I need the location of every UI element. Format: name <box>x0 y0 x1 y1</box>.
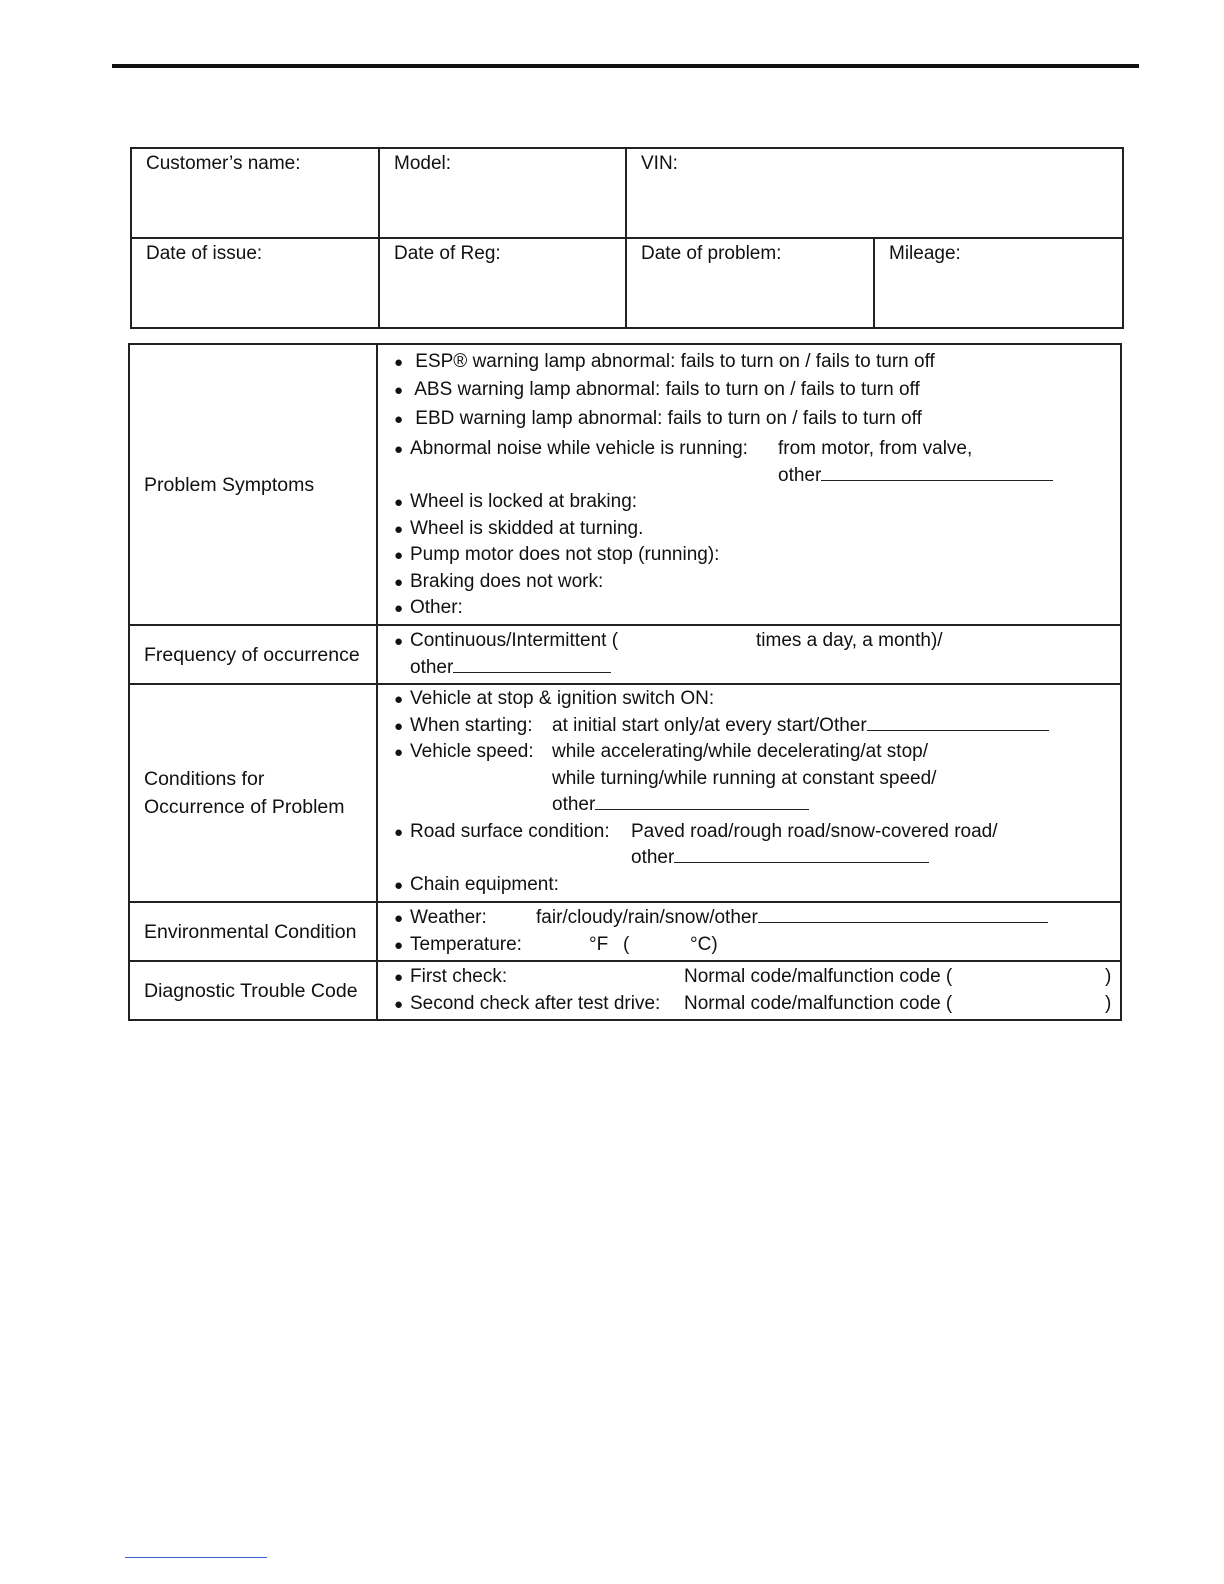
frequency-times-text: times a day, a month)/ <box>756 630 943 651</box>
date-of-issue-field[interactable] <box>131 238 379 328</box>
problem-symptoms-row <box>129 344 1121 625</box>
first-check-close-paren: ) <box>1105 966 1112 987</box>
vehicle-speed-text: Vehicle speed: <box>410 741 534 762</box>
frequency-content <box>377 625 1121 684</box>
pump-motor-item[interactable] <box>394 542 1104 569</box>
ebd-warning-text: EBD warning lamp abnormal: fails to turn on / fails to turn off <box>415 408 922 429</box>
second-check-text: Second check after test drive: <box>410 992 661 1014</box>
braking-item[interactable] <box>394 569 1104 596</box>
bullet-icon: ● <box>394 691 404 708</box>
speed-options-line-2: while turning/while running at constant speed/ <box>552 767 937 789</box>
bullet-icon: ● <box>394 744 404 761</box>
speed-options-line-1: while accelerating/while decelerating/at stop/ <box>552 741 928 762</box>
temp-celsius-paren: ( <box>623 933 630 955</box>
bullet-icon: ● <box>394 354 404 371</box>
frequency-options-item[interactable] <box>394 628 1104 655</box>
temp-fahrenheit-unit: °F <box>589 933 609 955</box>
bullet-icon: ● <box>394 823 404 841</box>
ebd-warning-item[interactable] <box>394 404 1104 436</box>
road-options-text: Paved road/rough road/snow-covered road/ <box>631 820 998 842</box>
bullet-icon: ● <box>394 547 404 564</box>
pump-motor-text: Pump motor does not stop (running): <box>410 544 720 565</box>
date-of-problem-label: Date of problem: <box>641 243 782 264</box>
chain-equipment-item[interactable] <box>394 872 1104 899</box>
weather-other-blank <box>758 908 1048 923</box>
dtc-label: Diagnostic Trouble Code <box>129 961 377 1020</box>
bullet-icon: ● <box>394 876 404 894</box>
conditions-label-line-1: Conditions for <box>144 768 265 790</box>
frequency-label: Frequency of occurrence <box>129 625 377 684</box>
bullet-icon: ● <box>394 411 404 428</box>
noise-other-line[interactable] <box>394 463 1104 490</box>
date-of-problem-field[interactable] <box>626 238 874 328</box>
wheel-skidded-item[interactable] <box>394 516 1104 543</box>
braking-text: Braking does not work: <box>410 570 604 592</box>
frequency-other-text: other <box>410 656 454 678</box>
second-check-options: Normal code/malfunction code ( <box>684 992 953 1014</box>
wheel-skidded-text: Wheel is skidded at turning. <box>410 517 644 539</box>
vehicle-speed-line-2[interactable] <box>394 766 1104 793</box>
first-check-text: First check: <box>410 966 508 987</box>
info-row-2 <box>131 238 1123 328</box>
vehicle-speed-other-line[interactable] <box>394 792 1104 819</box>
bullet-icon: ● <box>394 382 404 399</box>
dtc-row <box>129 961 1121 1020</box>
road-other-text: other <box>631 847 675 868</box>
abnormal-noise-item[interactable] <box>394 436 1104 463</box>
bullet-icon: ● <box>394 494 404 511</box>
info-row-1 <box>131 148 1123 238</box>
bullet-icon: ● <box>394 910 404 927</box>
bullet-icon: ● <box>394 995 404 1013</box>
footer-link-rule <box>125 1557 267 1558</box>
temperature-text: Temperature: <box>410 933 522 955</box>
weather-item[interactable] <box>394 905 1104 932</box>
abnormal-noise-text: Abnormal noise while vehicle is running: <box>410 438 748 459</box>
weather-text: Weather: <box>410 907 487 928</box>
model-field[interactable] <box>379 148 626 238</box>
date-of-issue-label: Date of issue: <box>146 243 263 264</box>
road-surface-item[interactable] <box>394 819 1104 846</box>
esp-warning-item[interactable] <box>394 348 1104 376</box>
bullet-icon: ● <box>394 936 404 954</box>
mileage-label: Mileage: <box>889 243 961 264</box>
when-starting-text: When starting: <box>410 714 533 736</box>
first-check-options: Normal code/malfunction code ( <box>684 966 953 987</box>
frequency-row <box>129 625 1121 684</box>
noise-other-blank <box>821 466 1053 481</box>
chain-equipment-text: Chain equipment: <box>410 873 559 895</box>
road-other-line[interactable] <box>394 845 1104 872</box>
frequency-other-line[interactable] <box>394 655 1104 682</box>
vehicle-at-stop-item[interactable] <box>394 686 1104 713</box>
vehicle-speed-item[interactable] <box>394 739 1104 766</box>
second-check-close-paren: ) <box>1105 992 1112 1014</box>
conditions-label <box>129 684 377 902</box>
vehicle-at-stop-text: Vehicle at stop & ignition switch ON: <box>410 688 715 709</box>
second-check-item[interactable] <box>394 991 1112 1018</box>
noise-options-text: from motor, from valve, <box>778 438 973 459</box>
conditions-content <box>377 684 1121 902</box>
frequency-other-blank <box>453 658 611 673</box>
vin-label: VIN: <box>641 153 678 174</box>
dtc-content <box>377 961 1121 1020</box>
bullet-icon: ● <box>394 717 404 735</box>
environment-row <box>129 902 1121 961</box>
bullet-icon: ● <box>394 573 404 591</box>
problem-symptoms-label: Problem Symptoms <box>129 344 377 625</box>
temperature-item[interactable] <box>394 932 1104 959</box>
customer-name-label: Customer’s name: <box>146 153 301 174</box>
environment-content <box>377 902 1121 961</box>
bullet-icon: ● <box>394 969 404 986</box>
wheel-locked-item[interactable] <box>394 489 1104 516</box>
frequency-type-text: Continuous/Intermittent ( <box>410 630 619 651</box>
noise-other-text: other <box>778 464 822 486</box>
environment-label: Environmental Condition <box>129 902 377 961</box>
bullet-icon: ● <box>394 441 404 458</box>
vehicle-info-table <box>130 147 1124 329</box>
wheel-locked-text: Wheel is locked at braking: <box>410 491 638 512</box>
mileage-field[interactable] <box>874 238 1123 328</box>
header-rule <box>112 64 1139 68</box>
model-label: Model: <box>394 153 452 174</box>
abs-warning-text: ABS warning lamp abnormal: fails to turn on / fails to turn off <box>414 379 920 400</box>
speed-other-text: other <box>552 794 596 815</box>
problem-details-table <box>128 343 1122 1021</box>
conditions-label-line-2: Occurrence of Problem <box>144 796 345 818</box>
conditions-row <box>129 684 1121 902</box>
customer-name-field[interactable] <box>131 148 379 238</box>
vin-field[interactable] <box>626 148 1123 238</box>
date-of-reg-field[interactable] <box>379 238 626 328</box>
bullet-icon: ● <box>394 633 404 650</box>
first-check-item[interactable] <box>394 964 1112 991</box>
other-symptom-text: Other: <box>410 597 463 618</box>
starting-options-text: at initial start only/at every start/Other <box>552 714 867 736</box>
esp-warning-text: ESP® warning lamp abnormal: fails to turn on / fails to turn off <box>415 351 935 372</box>
temp-celsius-unit: °C) <box>690 933 718 955</box>
bullet-icon: ● <box>394 600 404 617</box>
bullet-icon: ● <box>394 520 404 538</box>
weather-options-text: fair/cloudy/rain/snow/other <box>536 907 758 928</box>
other-symptom-item[interactable] <box>394 595 1104 622</box>
when-starting-item[interactable] <box>394 713 1104 740</box>
road-other-blank <box>674 848 929 863</box>
problem-symptoms-content <box>377 344 1121 625</box>
starting-other-blank <box>867 716 1049 731</box>
date-of-reg-label: Date of Reg: <box>394 243 501 264</box>
road-surface-text: Road surface condition: <box>410 820 610 842</box>
abs-warning-item[interactable] <box>394 376 1104 404</box>
speed-other-blank <box>595 795 809 810</box>
